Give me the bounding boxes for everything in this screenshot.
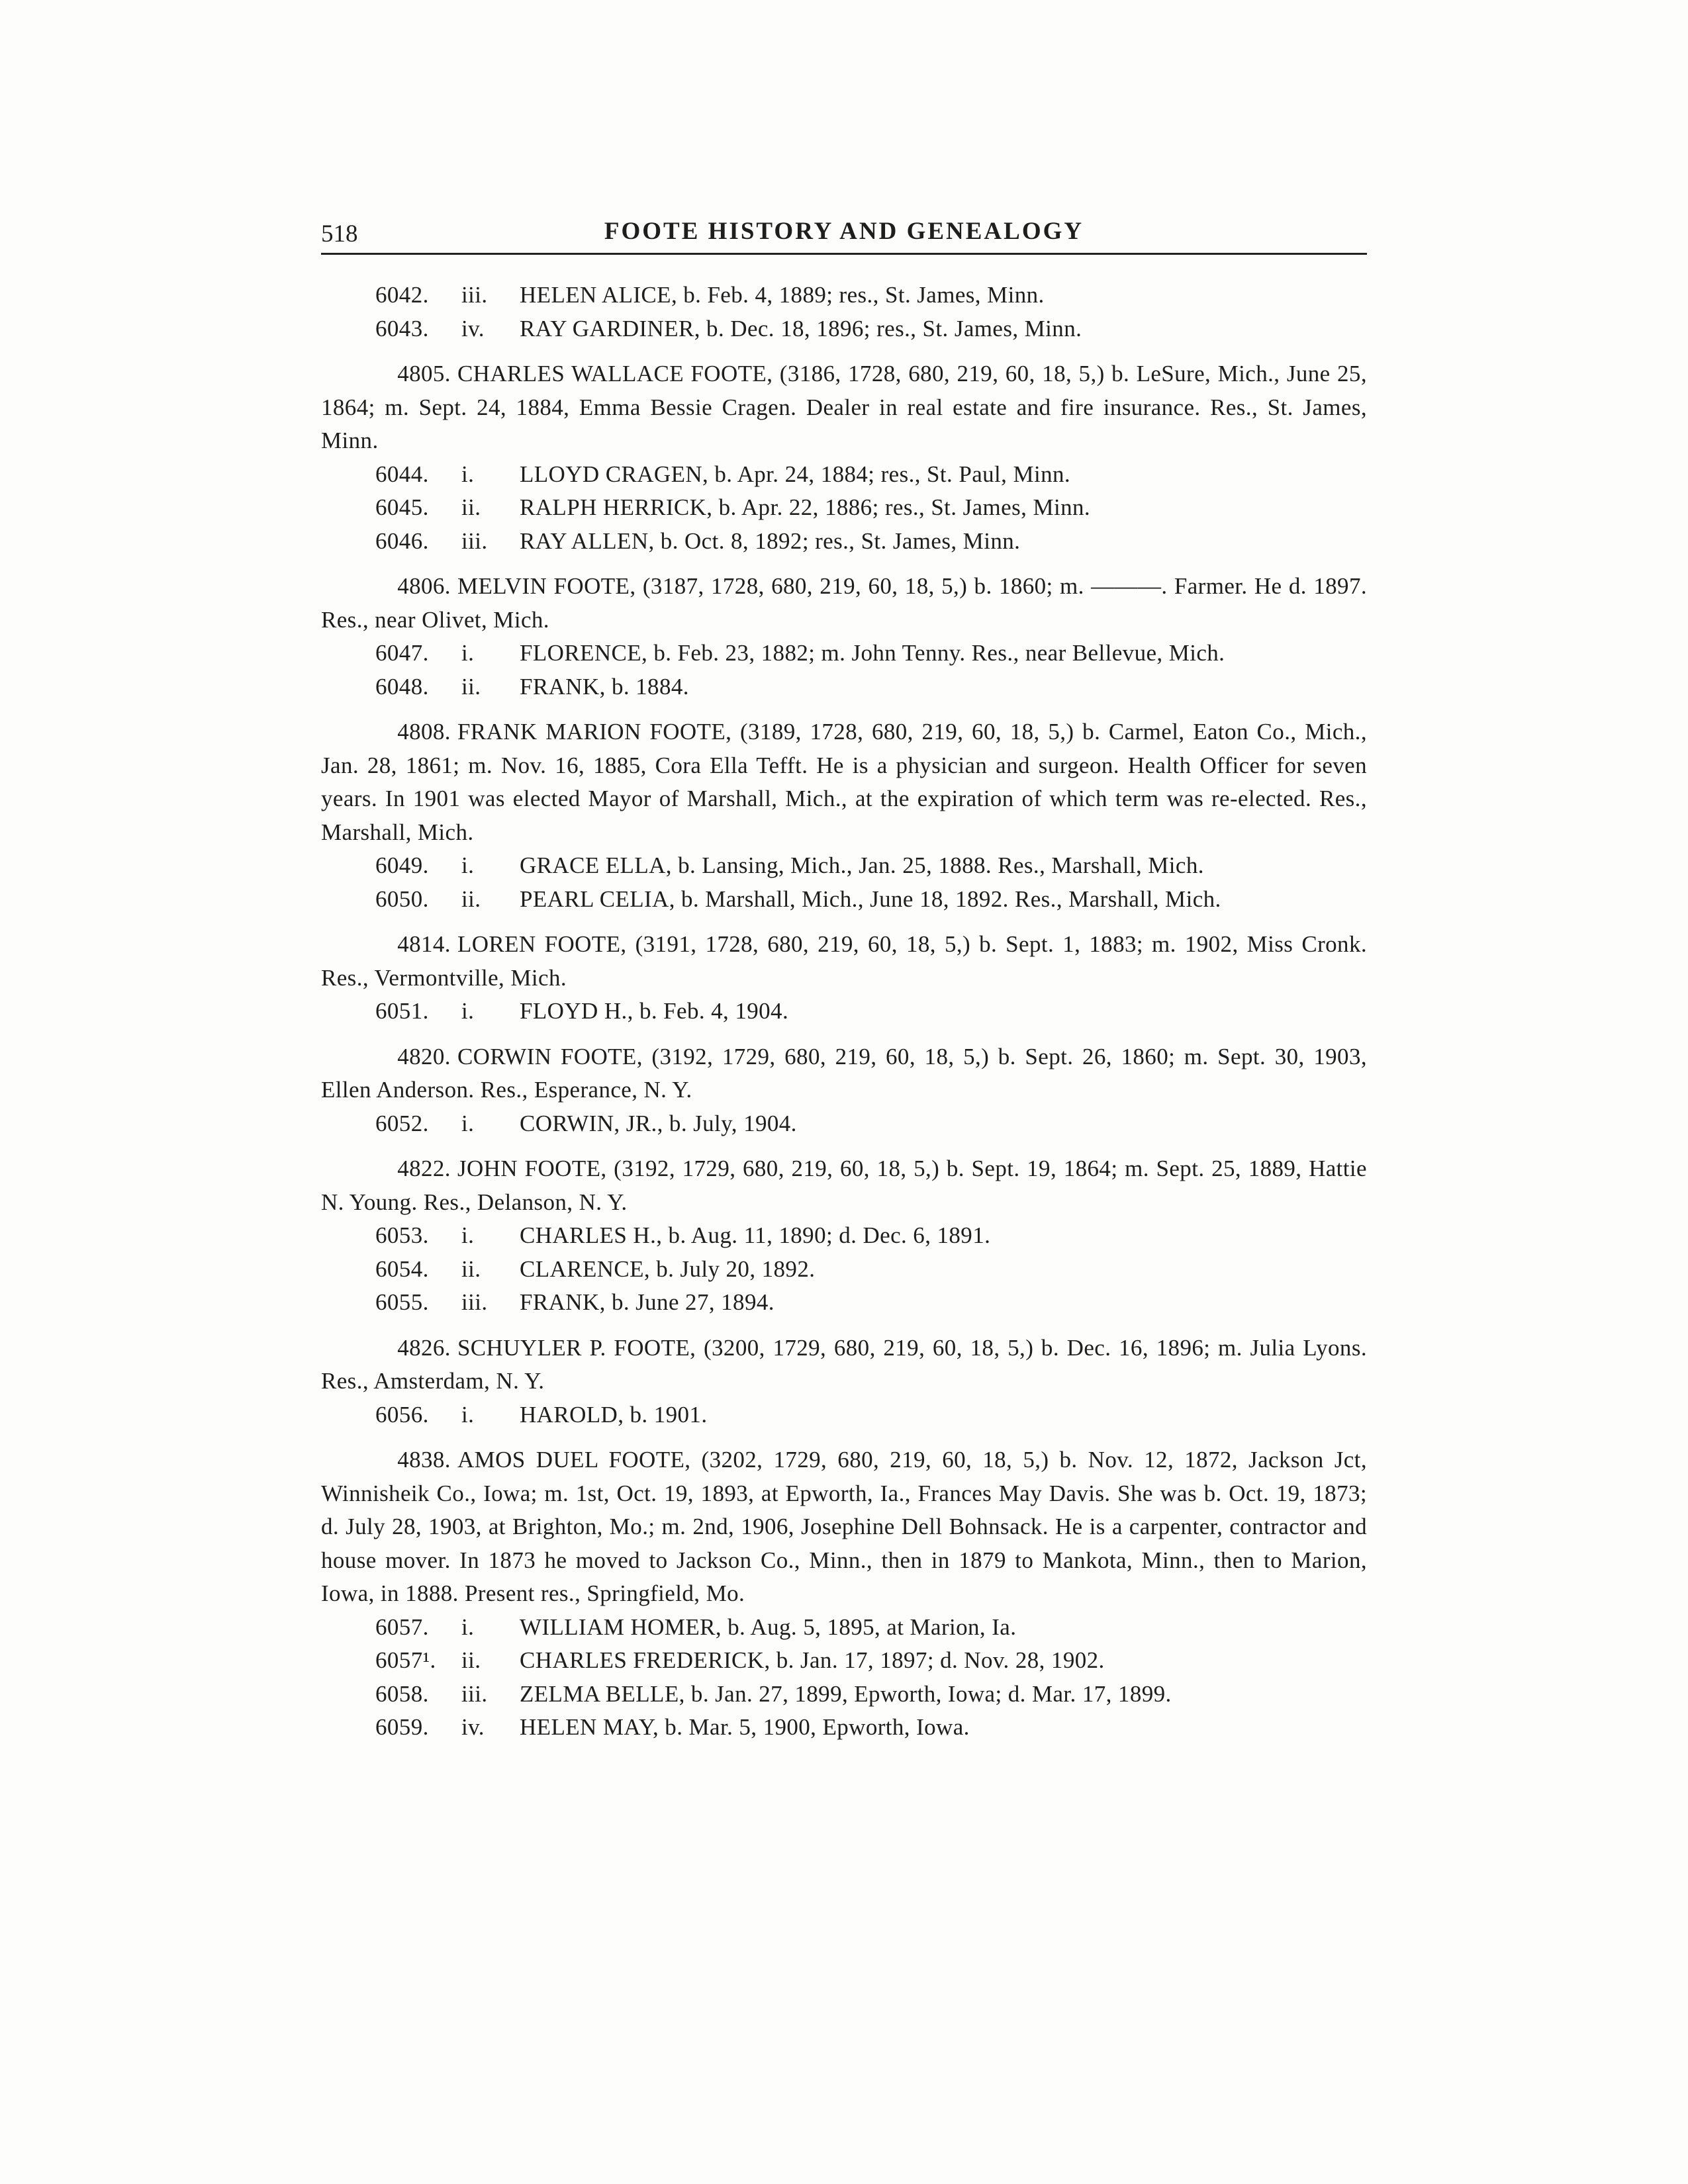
family-entry [321,1332,1367,1398]
child-text: LLOYD CRAGEN, b. Apr. 24, 1884; res., St. Paul, Minn. [520,461,1071,487]
child-entry [321,1611,1367,1645]
child-ordinal: ii. [461,673,481,700]
page-header [321,213,1367,255]
child-number: 6059. [375,1714,429,1740]
child-entry [321,1219,1367,1253]
child-ordinal: ii. [461,886,481,912]
child-ordinal: iii. [461,527,488,554]
child-number: 6057. [375,1614,429,1640]
child-ordinal: i. [461,640,475,666]
entry-number: 4826. [397,1334,451,1361]
family-entry [321,1152,1367,1219]
entry-text: SCHUYLER P. FOOTE, (3200, 1729, 680, 219, 60, 18, 5,) b. Dec. 16, 1896; m. Julia Lyons. Res., Amsterdam, N. Y. [321,1334,1367,1394]
child-text: RAY GARDINER, b. Dec. 18, 1896; res., St. James, Minn. [520,315,1082,341]
child-entry [321,1644,1367,1678]
child-text: FLORENCE, b. Feb. 23, 1882; m. John Tenny. Res., near Bellevue, Mich. [520,640,1225,666]
entry-number: 4808. [397,719,451,745]
genealogy-entries [321,279,1367,1745]
child-text: RAY ALLEN, b. Oct. 8, 1892; res., St. James, Minn. [520,527,1021,554]
child-entry [321,279,1367,312]
child-number: 6051. [375,998,429,1024]
child-text: CHARLES H., b. Aug. 11, 1890; d. Dec. 6, 1891. [520,1222,991,1248]
child-text: WILLIAM HOMER, b. Aug. 5, 1895, at Marion, Ia. [520,1614,1017,1640]
child-ordinal: i. [461,1110,475,1136]
child-text: CORWIN, JR., b. July, 1904. [520,1110,797,1136]
child-text: RALPH HERRICK, b. Apr. 22, 1886; res., St. James, Minn. [520,494,1091,520]
child-ordinal: i. [461,1401,475,1428]
page-number: 518 [321,220,358,248]
family-entry [321,1040,1367,1107]
child-entry [321,1398,1367,1432]
entry-number: 4806. [397,573,451,599]
child-text: ZELMA BELLE, b. Jan. 27, 1899, Epworth, Iowa; d. Mar. 17, 1899. [520,1680,1172,1707]
child-number: 6042. [375,282,429,308]
entry-text: JOHN FOOTE, (3192, 1729, 680, 219, 60, 18, 5,) b. Sept. 19, 1864; m. Sept. 25, 1889, Hattie N. Young. Res., Delanson, N. Y. [321,1156,1367,1215]
child-number: 6056. [375,1401,429,1428]
child-text: HELEN MAY, b. Mar. 5, 1900, Epworth, Iowa. [520,1714,970,1740]
child-ordinal: ii. [461,1647,481,1673]
child-entry [321,849,1367,883]
child-entry [321,1678,1367,1711]
child-ordinal: iv. [461,1714,485,1740]
child-entry [321,1286,1367,1320]
entry-text: CHARLES WALLACE FOOTE, (3186, 1728, 680, 219, 60, 18, 5,) b. LeSure, Mich., June 25, 1864; m. Sept. 24, 1884, Emma Bessie Cragen. Dealer in real estate and fire insurance. Res., St. James, Minn. [321,361,1367,453]
child-number: 6045. [375,494,429,520]
child-entry [321,1253,1367,1287]
child-text: PEARL CELIA, b. Marshall, Mich., June 18, 1892. Res., Marshall, Mich. [520,886,1221,912]
child-number: 6054. [375,1255,429,1282]
entry-number: 4814. [397,931,451,957]
child-entry [321,883,1367,917]
child-entry [321,458,1367,492]
child-ordinal: i. [461,852,475,878]
child-ordinal: i. [461,1222,475,1248]
child-number: 6044. [375,461,429,487]
child-number: 6055. [375,1289,429,1315]
entry-text: FRANK MARION FOOTE, (3189, 1728, 680, 219, 60, 18, 5,) b. Carmel, Eaton Co., Mich., Jan. 28, 1861; m. Nov. 16, 1885, Cora Ella Tefft. He is a physician and surgeon. Health Officer for seven years. In 1901 was elected Mayor of Marshall, Mich., at the expiration of which term was re-elected. Res., Marshall, Mich. [321,719,1367,845]
child-number: 6043. [375,315,429,341]
child-entry [321,995,1367,1028]
child-number: 6057¹. [375,1647,436,1673]
child-text: GRACE ELLA, b. Lansing, Mich., Jan. 25, 1888. Res., Marshall, Mich. [520,852,1204,878]
child-number: 6047. [375,640,429,666]
entry-text: AMOS DUEL FOOTE, (3202, 1729, 680, 219, 60, 18, 5,) b. Nov. 12, 1872, Jackson Jct, Winnisheik Co., Iowa; m. 1st, Oct. 19, 1893, at Epworth, Ia., Frances May Davis. She was b. Oct. 19, 1873; d. July 28, 1903, at Brighton, Mo.; m. 2nd, 1906, Josephine Dell Bohnsack. He is a carpenter, contractor and house mover. In 1873 he moved to Jackson Co., Minn., then in 1879 to Mankota, Minn., then to Marion, Iowa, in 1888. Present res., Springfield, Mo. [321,1447,1367,1606]
child-entry [321,637,1367,670]
entry-text: LOREN FOOTE, (3191, 1728, 680, 219, 60, 18, 5,) b. Sept. 1, 1883; m. 1902, Miss Cronk. Res., Vermontville, Mich. [321,931,1367,991]
child-number: 6053. [375,1222,429,1248]
child-entry [321,491,1367,525]
family-entry [321,928,1367,995]
child-number: 6048. [375,673,429,700]
child-text: CLARENCE, b. July 20, 1892. [520,1255,816,1282]
family-entry [321,570,1367,637]
child-entry [321,1107,1367,1141]
child-entry [321,1711,1367,1745]
child-number: 6049. [375,852,429,878]
entry-number: 4822. [397,1156,451,1181]
child-number: 6052. [375,1110,429,1136]
child-ordinal: iii. [461,282,488,308]
entry-text: MELVIN FOOTE, (3187, 1728, 680, 219, 60, 18, 5,) b. 1860; m. ———. Farmer. He d. 1897. Res., near Olivet, Mich. [321,573,1367,633]
family-entry [321,357,1367,458]
family-entry [321,1443,1367,1611]
child-text: FRANK, b. 1884. [520,673,689,700]
child-ordinal: iii. [461,1289,488,1315]
entry-number: 4805. [397,361,451,387]
child-ordinal: ii. [461,1255,481,1282]
child-entry [321,525,1367,559]
child-ordinal: i. [461,461,475,487]
child-ordinal: ii. [461,494,481,520]
running-title: FOOTE HISTORY AND GENEALOGY [604,218,1084,245]
child-number: 6058. [375,1680,429,1707]
child-number: 6050. [375,886,429,912]
family-entry [321,715,1367,849]
child-entry [321,670,1367,704]
entry-number: 4838. [397,1447,451,1473]
child-text: FLOYD H., b. Feb. 4, 1904. [520,998,789,1024]
entry-text: CORWIN FOOTE, (3192, 1729, 680, 219, 60, 18, 5,) b. Sept. 26, 1860; m. Sept. 30, 1903, Ellen Anderson. Res., Esperance, N. Y. [321,1043,1367,1103]
child-text: CHARLES FREDERICK, b. Jan. 17, 1897; d. Nov. 28, 1902. [520,1647,1105,1673]
child-ordinal: iii. [461,1680,488,1707]
entry-number: 4820. [397,1043,451,1069]
book-page [321,213,1367,1745]
child-entry [321,312,1367,346]
child-ordinal: i. [461,998,475,1024]
child-ordinal: iv. [461,315,485,341]
child-number: 6046. [375,527,429,554]
child-ordinal: i. [461,1614,475,1640]
child-text: HELEN ALICE, b. Feb. 4, 1889; res., St. James, Minn. [520,282,1045,308]
child-text: FRANK, b. June 27, 1894. [520,1289,774,1315]
child-text: HAROLD, b. 1901. [520,1401,708,1428]
